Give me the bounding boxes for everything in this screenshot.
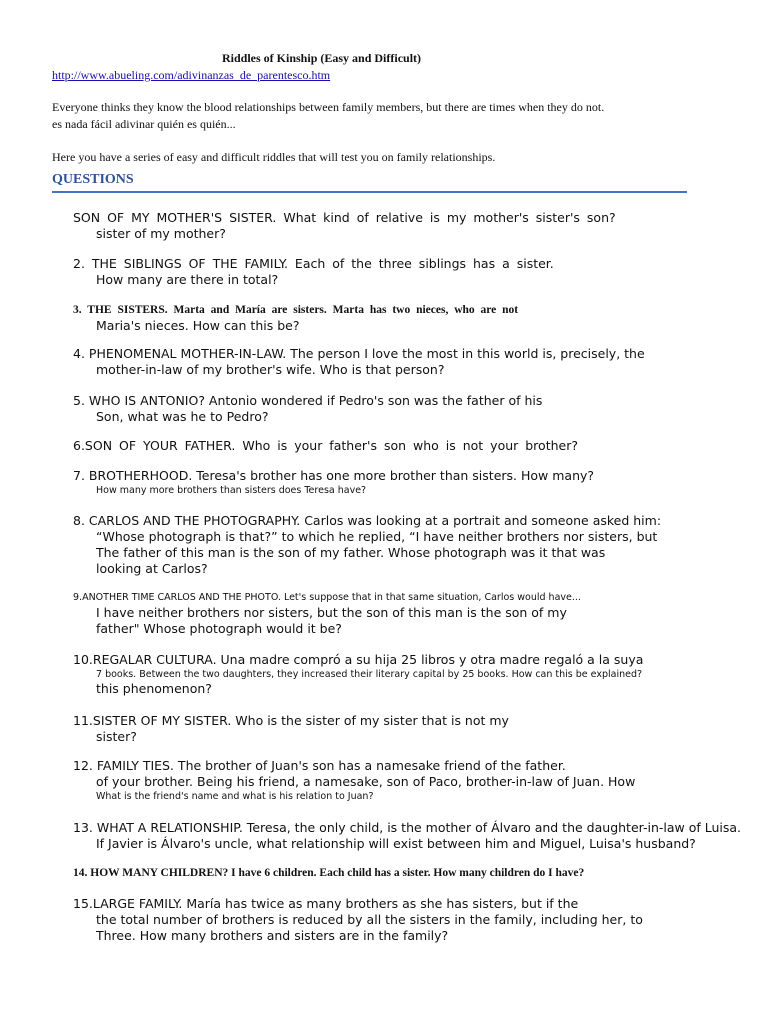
question-5	[73, 393, 713, 425]
question-line: 12. FAMILY TIES. The brother of Juan's son has a namesake friend of the father.	[73, 758, 566, 773]
question-line: “Whose photograph is that?” to which he replied, “I have neither brothers nor sisters, but	[96, 529, 658, 544]
question-line: mother-in-law of my brother's wife. Who is that person?	[96, 362, 445, 377]
question-line: of your brother. Being his friend, a namesake, son of Paco, brother-in-law of Juan. How	[96, 774, 636, 789]
source-link[interactable]: http://www.abueling.com/adivinanzas_de_parentesco.htm	[52, 68, 331, 82]
question-13	[73, 820, 742, 852]
question-line: 8. CARLOS AND THE PHOTOGRAPHY. Carlos was looking at a portrait and someone asked him:	[73, 513, 662, 528]
question-line: 2. THE SIBLINGS OF THE FAMILY. Each of the three siblings has a sister.	[73, 256, 554, 271]
question-1	[73, 210, 713, 242]
question-line: 10.REGALAR CULTURA. Una madre compró a su hija 25 libros y otra madre regaló a la suya	[73, 652, 644, 667]
question-line: How many are there in total?	[96, 272, 279, 287]
question-line: 4. PHENOMENAL MOTHER-IN-LAW. The person I love the most in this world is, precisely, the	[73, 346, 645, 361]
question-6	[73, 438, 713, 454]
question-line: Maria's nieces. How can this be?	[96, 318, 300, 333]
question-line: father" Whose photograph would it be?	[96, 621, 342, 636]
question-line: 13. WHAT A RELATIONSHIP. Teresa, the only child, is the mother of Álvaro and the daughter-in-law of Luisa.	[73, 820, 742, 835]
question-line: 11.SISTER OF MY SISTER. Who is the sister of my sister that is not my	[73, 713, 509, 728]
question-10	[73, 652, 713, 697]
intro-text-2: es nada fácil adivinar quién es quién...	[52, 117, 236, 131]
intro-text-3: Here you have a series of easy and difficult riddles that will test you on family relationships.	[52, 150, 496, 164]
question-9	[73, 590, 713, 637]
question-2	[73, 256, 713, 288]
question-line: looking at Carlos?	[96, 561, 208, 576]
question-line: 7. BROTHERHOOD. Teresa's brother has one more brother than sisters. How many?	[73, 468, 595, 483]
question-8	[73, 513, 713, 577]
question-line: sister?	[96, 729, 137, 744]
question-line: SON OF MY MOTHER'S SISTER. What kind of relative is my mother's sister's son?	[73, 210, 616, 225]
question-line: Son, what was he to Pedro?	[96, 409, 269, 424]
question-line: 15.LARGE FAMILY. María has twice as many brothers as she has sisters, but if the	[73, 896, 579, 911]
question-11	[73, 713, 713, 745]
question-3	[73, 302, 713, 334]
question-line: What is the friend's name and what is his relation to Juan?	[96, 791, 374, 802]
question-line: 6.SON OF YOUR FATHER. Who is your father's son who is not your brother?	[73, 438, 578, 453]
question-15	[73, 896, 713, 944]
section-heading: QUESTIONS	[52, 172, 134, 187]
question-line: 5. WHO IS ANTONIO? Antonio wondered if Pedro's son was the father of his	[73, 393, 543, 408]
question-line: 3. THE SISTERS. Marta and María are sisters. Marta has two nieces, who are not	[73, 304, 519, 316]
document-title: Riddles of Kinship (Easy and Difficult)	[222, 51, 422, 65]
intro-text-1: Everyone thinks they know the blood relationships between family members, but there are times when they do not.	[52, 100, 605, 114]
question-7	[73, 468, 713, 497]
heading-rule	[52, 191, 687, 193]
question-line: 7 books. Between the two daughters, they increased their literary capital by 25 books. How can this be explained?	[96, 669, 643, 680]
question-line: the total number of brothers is reduced by all the sisters in the family, including her, to	[96, 912, 643, 927]
question-14	[73, 865, 713, 881]
question-12	[73, 758, 713, 803]
question-line: this phenomenon?	[96, 681, 212, 696]
question-line: How many more brothers than sisters does Teresa have?	[96, 485, 367, 496]
question-line: 9.ANOTHER TIME CARLOS AND THE PHOTO. Let's suppose that in that same situation, Carlos would have...	[73, 592, 581, 603]
question-line: Three. How many brothers and sisters are in the family?	[96, 928, 449, 943]
question-line: The father of this man is the son of my father. Whose photograph was it that was	[96, 545, 606, 560]
question-line: I have neither brothers nor sisters, but the son of this man is the son of my	[96, 605, 567, 620]
question-4	[73, 346, 713, 378]
question-line: 14. HOW MANY CHILDREN? I have 6 children. Each child has a sister. How many children do I have?	[73, 867, 585, 879]
question-line: sister of my mother?	[96, 226, 226, 241]
question-line: If Javier is Álvaro's uncle, what relationship will exist between him and Miguel, Luisa's husband?	[96, 836, 696, 851]
